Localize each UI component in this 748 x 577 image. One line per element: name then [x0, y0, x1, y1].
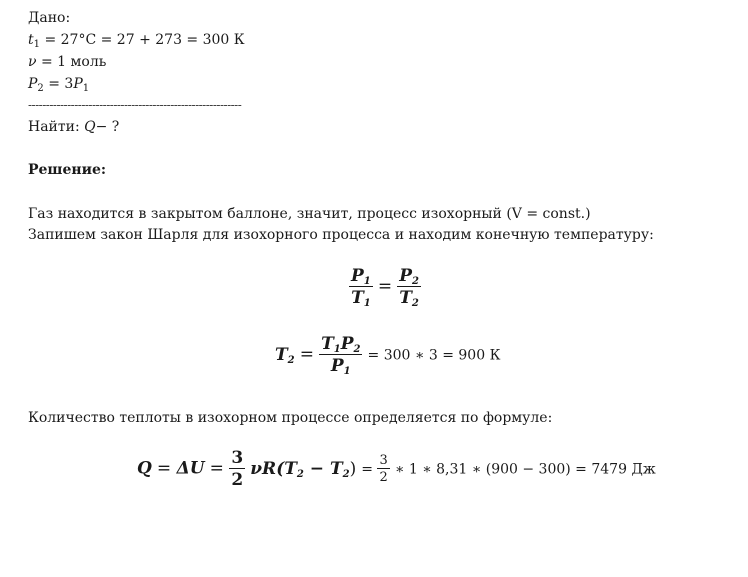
t-expr: = 27°C = 27 + 273 = 300 К	[40, 32, 245, 48]
p-expr: = 3	[43, 76, 74, 92]
t2-result: = 300 ∗ 3 = 900 К	[367, 347, 501, 364]
lhs-den: T	[351, 288, 364, 308]
find-var: Q	[84, 119, 96, 135]
lhs-num: P	[351, 266, 364, 286]
heat-formula	[137, 448, 656, 490]
fraction-lhs	[349, 266, 373, 308]
solution-heading: Решение:	[28, 162, 107, 178]
p1-var: P	[73, 76, 83, 92]
equals-sign-3: =	[361, 461, 378, 478]
solution-text-3: Количество теплоты в изохорном процессе определяется по формуле:	[28, 410, 553, 426]
lhs-num-idx: 1	[363, 276, 371, 287]
given-heading: Дано:	[28, 10, 71, 26]
fraction-rhs	[397, 266, 421, 308]
find-suffix: − ?	[95, 119, 120, 135]
find-prefix: Найти:	[28, 119, 85, 135]
equals-sign: =	[299, 344, 314, 365]
find-line	[28, 117, 119, 137]
p2-var: P	[28, 76, 38, 92]
equals-sign-2: =	[209, 458, 230, 479]
three-halves-small: $\frac{3}{2}$	[379, 453, 388, 485]
t2-var: $T_2$	[275, 344, 295, 366]
nu-expr: = 1 моль	[36, 54, 107, 70]
p2-index: 2	[37, 83, 44, 94]
given-moles	[28, 52, 106, 72]
final-temperature-formula	[275, 334, 500, 376]
delta-u: ΔU	[176, 458, 205, 479]
t-index: 1	[33, 39, 41, 50]
rhs-den-idx: 2	[411, 298, 419, 309]
charles-law-formula	[349, 266, 421, 308]
t-var: t	[28, 32, 34, 48]
solution-text-2: Запишем закон Шарля для изохорного процесса и находим конечную температуру:	[28, 227, 654, 243]
equals-sign-1: =	[156, 458, 177, 479]
divider-line: ------------------------------------------------------------	[28, 98, 242, 112]
given-pressure	[28, 74, 89, 94]
solution-text-1: Газ находится в закрытом баллоне, значит, процесс изохорный (V = const.)	[28, 206, 591, 222]
rhs-num: P	[399, 266, 412, 286]
rhs-num-idx: 2	[412, 276, 419, 287]
three-halves: $\frac{3}{2}$	[231, 448, 244, 490]
nu-var: ν	[28, 54, 37, 70]
lhs-den-idx: 1	[363, 298, 371, 309]
t2-fraction: $\frac{T_1P_2}{P_1}$	[321, 334, 361, 377]
heat-result: ∗ 1 ∗ 8,31 ∗ (900 − 300) = 7479 Дж	[394, 461, 656, 478]
given-temperature	[28, 30, 245, 50]
nu-r-term: $\nu R(T_2 - T_2)$	[250, 458, 357, 480]
q-var: Q	[137, 458, 152, 479]
rhs-den: T	[399, 288, 412, 308]
equals-sign: =	[377, 276, 393, 297]
p1-index: 1	[82, 83, 90, 94]
